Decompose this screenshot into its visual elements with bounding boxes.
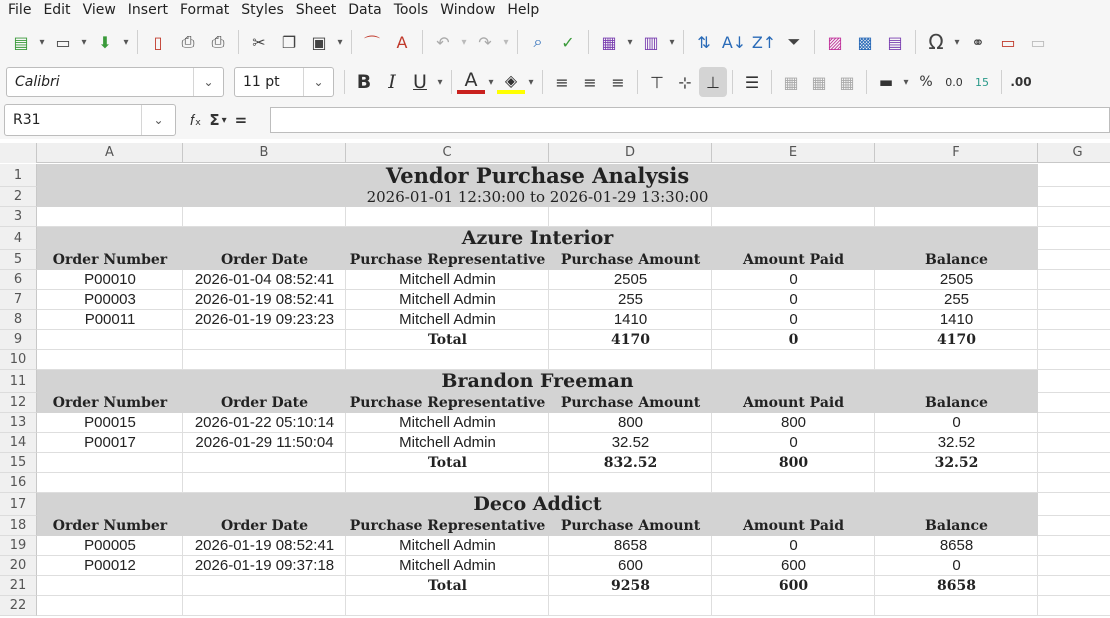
- cell-reference: R31: [13, 112, 41, 128]
- undo-icon[interactable]: ↶: [436, 32, 450, 52]
- order-cell: 8658: [939, 537, 974, 554]
- menu-data[interactable]: Data: [348, 2, 382, 18]
- total-label: Total: [427, 578, 467, 594]
- row-header-18[interactable]: 18: [0, 516, 37, 536]
- menu-edit[interactable]: Edit: [43, 2, 71, 18]
- toolbar-separator: [238, 30, 239, 54]
- font-size-box[interactable]: [234, 67, 334, 97]
- row-header-16[interactable]: 16: [0, 473, 37, 493]
- special-character-dropdown-icon[interactable]: ▾: [954, 36, 960, 48]
- order-cell: 2026-01-19 08:52:41: [194, 537, 335, 554]
- menu-help[interactable]: Help: [507, 2, 540, 18]
- spellcheck-icon[interactable]: ✓: [561, 32, 575, 52]
- column-header-d[interactable]: D: [549, 143, 712, 163]
- cell-d16[interactable]: [549, 473, 712, 493]
- cell-a9[interactable]: [37, 330, 183, 350]
- order-cell: 2026-01-29 11:50:04: [195, 434, 334, 451]
- order-cell: Mitchell Admin: [399, 557, 496, 574]
- total-value: 32.52: [934, 455, 979, 471]
- cell-g18[interactable]: [1038, 516, 1110, 536]
- bold-icon[interactable]: B: [356, 71, 372, 93]
- sum-icon[interactable]: Σ: [209, 111, 220, 129]
- cell-g8[interactable]: [1038, 310, 1110, 330]
- copy-icon[interactable]: ❐: [281, 32, 297, 52]
- row-header-8[interactable]: 8: [0, 310, 37, 330]
- order-cell: P00003: [84, 291, 136, 308]
- currency-format-icon[interactable]: ▬: [878, 73, 894, 91]
- column-label: Order Date: [220, 395, 309, 411]
- date-format-icon[interactable]: 15: [975, 75, 989, 89]
- cell-b21[interactable]: [183, 576, 346, 596]
- toolbar-separator: [137, 30, 138, 54]
- align-right-icon[interactable]: ≡: [611, 72, 625, 92]
- order-cell: P00005: [84, 537, 136, 554]
- order-cell: P00011: [84, 311, 136, 328]
- cell-a3[interactable]: [37, 207, 183, 227]
- cell-g21[interactable]: [1038, 576, 1110, 596]
- number-format-icon[interactable]: 0.0: [945, 75, 963, 89]
- cell-a10[interactable]: [37, 350, 183, 370]
- toolbar-separator: [1001, 70, 1002, 94]
- highlight-dropdown-icon[interactable]: ▾: [528, 76, 534, 88]
- highlight-color-icon[interactable]: ◈: [497, 70, 525, 94]
- cell-g7[interactable]: [1038, 290, 1110, 310]
- cut-icon[interactable]: ✂: [252, 32, 266, 52]
- sort-ascending-icon[interactable]: A↓: [721, 32, 747, 52]
- cell-a21[interactable]: [37, 576, 183, 596]
- order-cell: 2026-01-19 09:37:18: [194, 557, 335, 574]
- align-left-icon[interactable]: ≡: [555, 72, 569, 92]
- column-header-a[interactable]: A: [37, 143, 183, 163]
- cell-g19[interactable]: [1038, 536, 1110, 556]
- column-label: Order Date: [220, 518, 309, 534]
- cell-g11[interactable]: [1038, 370, 1110, 393]
- report-date-range: 2026-01-01 12:30:00 to 2026-01-29 13:30:00: [366, 188, 709, 206]
- order-cell: Mitchell Admin: [399, 434, 496, 451]
- cell-d10[interactable]: [549, 350, 712, 370]
- total-label: Total: [427, 332, 467, 348]
- paste-dropdown-icon[interactable]: ▾: [337, 36, 343, 48]
- cell-g22[interactable]: [1038, 596, 1110, 616]
- percent-format-icon[interactable]: %: [919, 74, 933, 90]
- cell-c16[interactable]: [346, 473, 549, 493]
- find-replace-icon[interactable]: ⌕: [533, 32, 543, 51]
- underline-icon[interactable]: U: [413, 71, 427, 93]
- clear-formatting-icon[interactable]: A: [396, 32, 408, 52]
- order-cell: Mitchell Admin: [399, 311, 496, 328]
- font-name-box[interactable]: [6, 67, 224, 97]
- column-label: Purchase Representative: [349, 395, 546, 411]
- column-header-g[interactable]: G: [1038, 143, 1110, 163]
- vendor-name: Deco Addict: [473, 493, 602, 515]
- toolbar-separator: [542, 70, 543, 94]
- column-label: Balance: [925, 395, 988, 411]
- sum-dropdown-icon[interactable]: ▾: [221, 114, 227, 126]
- column-header-b[interactable]: B: [183, 143, 346, 163]
- align-top-icon[interactable]: ⊤: [650, 72, 664, 92]
- toolbar-separator: [637, 70, 638, 94]
- cell-e10[interactable]: [712, 350, 875, 370]
- formatting-toolbar: [0, 63, 1110, 101]
- cell-g5[interactable]: [1038, 250, 1110, 270]
- add-decimal-icon[interactable]: .00: [1010, 75, 1032, 89]
- row-header-13[interactable]: 13: [0, 413, 37, 433]
- save-icon[interactable]: ⬇: [98, 32, 112, 52]
- column-label: Order Number: [52, 252, 168, 268]
- column-label: Balance: [925, 252, 988, 268]
- insert-chart-icon[interactable]: ▩: [857, 32, 873, 52]
- order-cell: 0: [789, 271, 798, 288]
- cell-g6[interactable]: [1038, 270, 1110, 290]
- row-header-14[interactable]: 14: [0, 433, 37, 453]
- column-label: Amount Paid: [742, 518, 845, 534]
- formula-icon[interactable]: =: [234, 111, 248, 129]
- column-label: Purchase Amount: [560, 252, 701, 268]
- cell-b9[interactable]: [183, 330, 346, 350]
- redo-dropdown-icon[interactable]: ▾: [503, 36, 509, 48]
- cell-c10[interactable]: [346, 350, 549, 370]
- order-cell: 2026-01-19 08:52:41: [194, 291, 335, 308]
- order-cell: 1410: [613, 311, 648, 328]
- row-header-6[interactable]: 6: [0, 270, 37, 290]
- order-cell: 0: [789, 311, 798, 328]
- menu-file[interactable]: File: [8, 2, 32, 18]
- order-cell: Mitchell Admin: [399, 537, 496, 554]
- cell-f16[interactable]: [875, 473, 1038, 493]
- cell-g12[interactable]: [1038, 393, 1110, 413]
- cell-b3[interactable]: [183, 207, 346, 227]
- toolbar-separator: [771, 70, 772, 94]
- header-footer-icon[interactable]: ▭: [1030, 32, 1046, 52]
- menu-format[interactable]: Format: [179, 2, 230, 18]
- cell-a16[interactable]: [37, 473, 183, 493]
- print-icon[interactable]: ⎙: [181, 32, 195, 51]
- cell-f3[interactable]: [875, 207, 1038, 227]
- column-dropdown-icon[interactable]: ▾: [669, 36, 675, 48]
- total-value: 600: [778, 578, 809, 594]
- vendor-name: Brandon Freeman: [441, 370, 634, 392]
- report-title: Vendor Purchase Analysis: [385, 163, 690, 188]
- order-cell: 2505: [939, 271, 974, 288]
- menu-view[interactable]: View: [82, 2, 116, 18]
- cell-e16[interactable]: [712, 473, 875, 493]
- row-header-9[interactable]: 9: [0, 330, 37, 350]
- function-wizard-icon[interactable]: 𝑓ₓ: [190, 111, 202, 129]
- cell-d22[interactable]: [549, 596, 712, 616]
- order-cell: 32.52: [937, 434, 976, 451]
- hyperlink-icon[interactable]: ⚭: [971, 32, 985, 52]
- order-cell: P00012: [84, 557, 136, 574]
- row-header-12[interactable]: 12: [0, 393, 37, 413]
- cell-g2[interactable]: [1038, 187, 1110, 207]
- total-value: 800: [778, 455, 809, 471]
- align-center-icon[interactable]: ≡: [583, 72, 597, 92]
- order-cell: 1410: [939, 311, 974, 328]
- total-value: 832.52: [603, 455, 658, 471]
- toolbar-separator: [732, 70, 733, 94]
- cell-g3[interactable]: [1038, 207, 1110, 227]
- open-folder-icon[interactable]: ▭: [55, 32, 71, 52]
- row-header-17[interactable]: 17: [0, 493, 37, 516]
- formula-input[interactable]: [270, 107, 1110, 133]
- cell-d3[interactable]: [549, 207, 712, 227]
- cell-b10[interactable]: [183, 350, 346, 370]
- cell-e22[interactable]: [712, 596, 875, 616]
- sort-icon[interactable]: ⇅: [697, 32, 711, 52]
- order-cell: 800: [780, 414, 807, 431]
- row-header-1[interactable]: 1: [0, 164, 37, 187]
- cell-f22[interactable]: [875, 596, 1038, 616]
- menu-window[interactable]: Window: [440, 2, 496, 18]
- order-cell: P00017: [84, 434, 136, 451]
- order-cell: 255: [943, 291, 970, 308]
- menu-sheet[interactable]: Sheet: [295, 2, 337, 18]
- row-header-10[interactable]: 10: [0, 350, 37, 370]
- toolbar-separator: [451, 70, 452, 94]
- order-cell: 600: [780, 557, 807, 574]
- order-cell: P00015: [84, 414, 136, 431]
- total-label: Total: [427, 455, 467, 471]
- order-cell: 800: [617, 414, 644, 431]
- order-cell: 8658: [613, 537, 648, 554]
- total-value: 4170: [611, 332, 650, 348]
- cell-b22[interactable]: [183, 596, 346, 616]
- sort-descending-icon[interactable]: Z↑: [751, 32, 777, 52]
- order-cell: 0: [789, 291, 798, 308]
- column-header-f[interactable]: F: [875, 143, 1038, 163]
- underline-dropdown-icon[interactable]: ▾: [437, 76, 443, 88]
- paste-icon[interactable]: ▣: [311, 32, 327, 52]
- cell-g4[interactable]: [1038, 227, 1110, 250]
- order-cell: Mitchell Admin: [399, 414, 496, 431]
- order-cell: 0: [789, 537, 798, 554]
- toolbar-separator: [814, 30, 815, 54]
- name-box[interactable]: [4, 104, 176, 136]
- cell-g10[interactable]: [1038, 350, 1110, 370]
- column-icon[interactable]: ▥: [643, 32, 659, 52]
- order-cell: 0: [789, 434, 798, 451]
- column-label: Purchase Representative: [349, 252, 546, 268]
- cell-b15[interactable]: [183, 453, 346, 473]
- cell-g14[interactable]: [1038, 433, 1110, 453]
- autofilter-icon[interactable]: ⏷: [787, 32, 801, 51]
- order-cell: 2026-01-22 05:10:14: [194, 414, 335, 431]
- row-header-4[interactable]: 4: [0, 227, 37, 250]
- toolbar-separator: [344, 70, 345, 94]
- cell-g16[interactable]: [1038, 473, 1110, 493]
- font-size-value: 11 pt: [243, 74, 280, 90]
- select-all-corner[interactable]: [0, 143, 37, 163]
- order-cell: 2026-01-19 09:23:23: [194, 311, 335, 328]
- chevron-down-icon[interactable]: ⌄: [193, 68, 223, 96]
- order-cell: 32.52: [611, 434, 650, 451]
- column-label: Order Number: [52, 518, 168, 534]
- unmerge-cells-icon[interactable]: ▦: [839, 72, 855, 92]
- column-label: Purchase Amount: [560, 518, 701, 534]
- cell-a22[interactable]: [37, 596, 183, 616]
- order-cell: Mitchell Admin: [399, 271, 496, 288]
- special-character-icon[interactable]: Ω: [928, 30, 944, 54]
- undo-dropdown-icon[interactable]: ▾: [461, 36, 467, 48]
- row-header-19[interactable]: 19: [0, 536, 37, 556]
- merge-cells-icon[interactable]: ▦: [811, 72, 827, 92]
- formula-bar: [0, 101, 1110, 139]
- insert-image-icon[interactable]: ▨: [827, 32, 843, 52]
- column-label: Order Number: [52, 395, 168, 411]
- redo-icon[interactable]: ↷: [478, 32, 492, 52]
- row-header-11[interactable]: 11: [0, 370, 37, 393]
- total-value: 8658: [937, 578, 976, 594]
- order-cell: 2026-01-04 08:52:41: [194, 271, 335, 288]
- export-pdf-icon[interactable]: ▯: [153, 32, 163, 52]
- cell-f10[interactable]: [875, 350, 1038, 370]
- total-value: 4170: [937, 332, 976, 348]
- menu-styles[interactable]: Styles: [241, 2, 284, 18]
- menu-bar: [0, 0, 1110, 21]
- column-label: Amount Paid: [742, 395, 845, 411]
- pivot-table-icon[interactable]: ▤: [887, 32, 903, 52]
- toolbar-separator: [517, 30, 518, 54]
- font-color-icon[interactable]: A: [457, 70, 485, 94]
- row-header-3[interactable]: 3: [0, 207, 37, 227]
- cell-g1[interactable]: [1038, 164, 1110, 187]
- cell-g20[interactable]: [1038, 556, 1110, 576]
- row-header-20[interactable]: 20: [0, 556, 37, 576]
- column-header-row: [0, 143, 1110, 163]
- column-label: Order Date: [220, 252, 309, 268]
- font-name-value: Calibri: [15, 74, 60, 90]
- cell-c22[interactable]: [346, 596, 549, 616]
- column-label: Balance: [925, 518, 988, 534]
- standard-toolbar: [0, 21, 1110, 63]
- comment-icon[interactable]: ▭: [1000, 32, 1016, 52]
- order-cell: Mitchell Admin: [399, 291, 496, 308]
- toolbar-separator: [422, 30, 423, 54]
- column-header-c[interactable]: C: [346, 143, 549, 163]
- new-document-dropdown-icon[interactable]: ▾: [39, 36, 45, 48]
- clone-formatting-icon[interactable]: ⌒: [363, 33, 380, 53]
- order-cell: 600: [617, 557, 644, 574]
- row-header-5[interactable]: 5: [0, 250, 37, 270]
- order-cell: 255: [617, 291, 644, 308]
- font-color-dropdown-icon[interactable]: ▾: [488, 76, 494, 88]
- chevron-down-icon[interactable]: ⌄: [141, 105, 175, 135]
- column-header-e[interactable]: E: [712, 143, 875, 163]
- order-cell: 0: [952, 557, 961, 574]
- total-value: 0: [788, 332, 799, 348]
- save-dropdown-icon[interactable]: ▾: [123, 36, 129, 48]
- wrap-text-icon[interactable]: ☰: [744, 72, 760, 92]
- print-preview-icon[interactable]: ⎙: [211, 32, 225, 51]
- order-cell: 0: [952, 414, 961, 431]
- row-header-2[interactable]: 2: [0, 187, 37, 207]
- toolbar-separator: [683, 30, 684, 54]
- new-document-icon[interactable]: ▤: [13, 32, 29, 52]
- cell-e3[interactable]: [712, 207, 875, 227]
- order-cell: P00010: [84, 271, 136, 288]
- column-label: Purchase Amount: [560, 395, 701, 411]
- align-bottom-icon[interactable]: ⊥: [699, 67, 727, 97]
- row-dropdown-icon[interactable]: ▾: [627, 36, 633, 48]
- row-header-7[interactable]: 7: [0, 290, 37, 310]
- row-header-15[interactable]: 15: [0, 453, 37, 473]
- order-cell: 2505: [613, 271, 648, 288]
- toolbar-separator: [588, 30, 589, 54]
- merge-center-icon[interactable]: ▦: [783, 72, 799, 92]
- chevron-down-icon[interactable]: ⌄: [303, 68, 333, 96]
- column-label: Amount Paid: [742, 252, 845, 268]
- cell-g9[interactable]: [1038, 330, 1110, 350]
- row-header-22[interactable]: 22: [0, 596, 37, 616]
- cell-c3[interactable]: [346, 207, 549, 227]
- italic-icon[interactable]: I: [388, 71, 396, 93]
- row-header-21[interactable]: 21: [0, 576, 37, 596]
- toolbar-separator: [866, 70, 867, 94]
- center-vertically-icon[interactable]: ⊹: [678, 72, 692, 92]
- cell-g15[interactable]: [1038, 453, 1110, 473]
- open-dropdown-icon[interactable]: ▾: [81, 36, 87, 48]
- menu-tools[interactable]: Tools: [393, 2, 429, 18]
- cell-a15[interactable]: [37, 453, 183, 473]
- cell-g13[interactable]: [1038, 413, 1110, 433]
- menu-insert[interactable]: Insert: [127, 2, 168, 18]
- column-label: Purchase Representative: [349, 518, 546, 534]
- row-icon[interactable]: ▦: [601, 32, 617, 52]
- cell-b16[interactable]: [183, 473, 346, 493]
- total-value: 9258: [611, 578, 650, 594]
- cell-g17[interactable]: [1038, 493, 1110, 516]
- toolbar-separator: [351, 30, 352, 54]
- toolbar-separator: [915, 30, 916, 54]
- currency-dropdown-icon[interactable]: ▾: [903, 76, 909, 88]
- vendor-name: Azure Interior: [461, 227, 614, 249]
- spreadsheet-grid[interactable]: [0, 143, 1110, 618]
